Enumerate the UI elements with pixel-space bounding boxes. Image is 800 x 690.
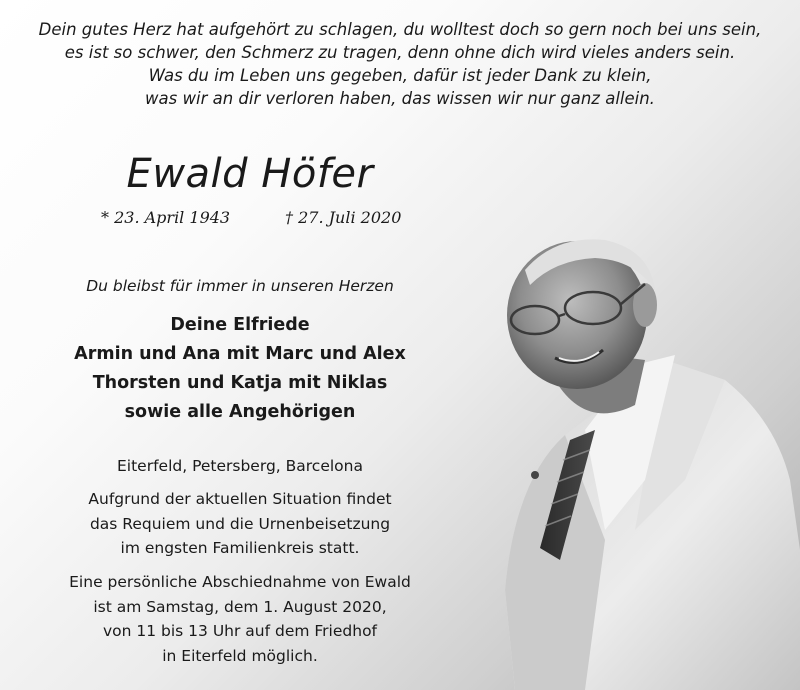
mourners-list [30, 311, 450, 427]
farewell-line: Du bleibst für immer in unseren Herzen [86, 277, 394, 295]
poem-line: was wir an dir verloren haben, das wissen wir nur ganz allein. [145, 89, 655, 108]
poem-line: es ist so schwer, den Schmerz zu tragen, denn ohne dich wird vieles anders sein. [64, 43, 736, 62]
farewell-visit-notice [30, 570, 450, 668]
memorial-poem [0, 18, 800, 110]
notice-line: das Requiem und die Urnenbeisetzung [89, 514, 391, 533]
notice-line: ist am Samstag, dem 1. August 2020, [93, 597, 387, 616]
portrait-photo [485, 230, 800, 690]
mourner-entry: sowie alle Angehörigen [124, 402, 356, 422]
birth-date: * 23. April 1943 [101, 208, 231, 227]
notice-line: im engsten Familienkreis statt. [120, 539, 360, 557]
notice-line: in Eiterfeld möglich. [162, 646, 318, 665]
mourner-entry: Thorsten und Katja mit Niklas [92, 373, 388, 393]
deceased-name: Ewald Höfer [126, 151, 374, 197]
death-date: † 27. Juli 2020 [285, 208, 402, 227]
mourner-entry: Deine Elfriede [170, 315, 310, 335]
notice-line: von 11 bis 13 Uhr auf dem Friedhof [102, 622, 378, 640]
portrait-illustration [485, 230, 800, 690]
notice-line: Aufgrund der aktuellen Situation findet [88, 490, 392, 508]
poem-line: Was du im Leben uns gegeben, dafür ist jeder Dank zu klein, [148, 66, 652, 85]
poem-line: Dein gutes Herz hat aufgehört zu schlagen, du wolltest doch so gern noch bei uns sein, [38, 20, 762, 39]
funeral-notice [30, 487, 450, 561]
mourner-entry: Armin und Ana mit Marc und Alex [74, 344, 406, 364]
places-line: Eiterfeld, Petersberg, Barcelona [117, 457, 363, 475]
notice-line: Eine persönliche Abschiednahme von Ewald [69, 573, 411, 591]
